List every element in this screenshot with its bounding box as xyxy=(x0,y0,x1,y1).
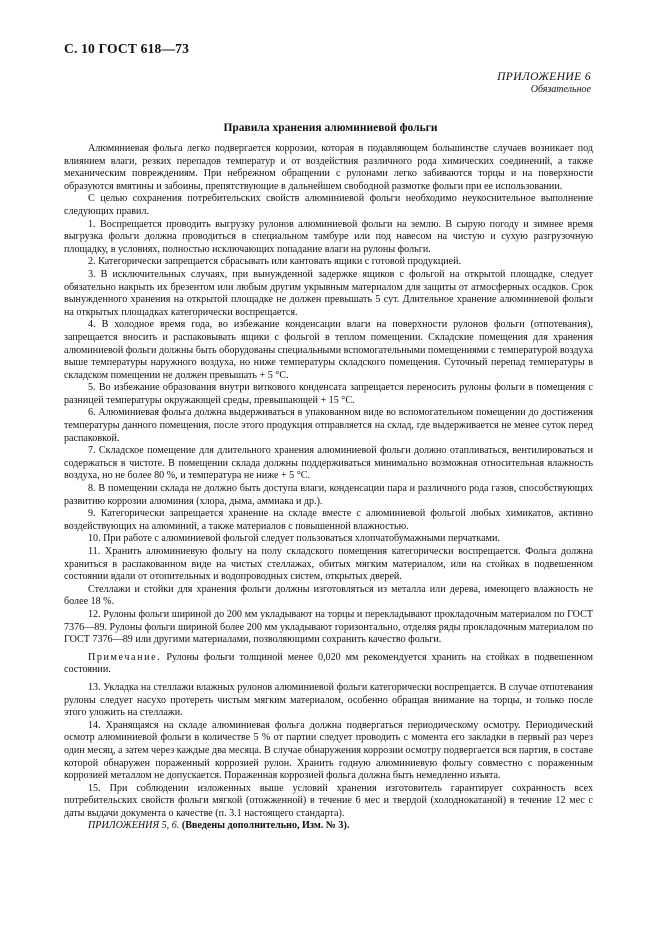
page-header: С. 10 ГОСТ 618—73 xyxy=(64,41,190,56)
rule-paragraph: 11. Хранить алюминиевую фольгу на полу складского помещения категорически воспрещается. Фольга должна храниться в распакованном виде на чистых стеллажах, обитых мягким материалом, или на стойках в подвешенном состоянии вдали от отопительных и водопроводных систем, открытых дверей. xyxy=(64,546,593,583)
rule-paragraph: 7. Складское помещение для длительного хранения алюминиевой фольги должно отапливаться, вентилироваться и содержаться в чистоте. В помещении склада должны поддерживаться минимально возможная относительная влажность воздуха, но не более 80 %, и температура не ниже + 5 °С. xyxy=(64,445,593,482)
rule-paragraph: 13. Укладка на стеллажи влажных рулонов алюминиевой фольги категорически воспрещается. В случае отпотевания рулоны следует насухо протереть чистым мягким материалом, особенно обращая внимание на торцы, и только после этого уложить на стеллажи. xyxy=(64,681,593,719)
note-paragraph xyxy=(64,652,593,677)
note-text: Рулоны фольги толщиной менее 0,020 мм рекомендуется хранить на стойках в подвешенном состоянии. xyxy=(64,651,593,676)
rule-paragraph: 12. Рулоны фольги шириной до 200 мм укладывают на торцы и перекладывают прокладочным материалом по ГОСТ 7376—89. Рулоны фольги шириной более 200 мм укладывают горизонтально, отделяя ряды прокладочным материалом по ГОСТ 7376—89 или другими материалами, позволяющими сохранить качество фольги. xyxy=(64,608,593,646)
rule-paragraph: 4. В холодное время года, во избежание конденсации влаги на поверхности рулонов фольги (отпотевания), запрещается вносить и распаковывать ящики с фольгой в теплом помещении. Складские помещения для хранения алюминиевой фольги должны быть оборудованы специальными вспомогательными помещениями с температурой воздуха выше температуры наружного воздуха, но ниже температуры складского помещения. Суточный перепад температуры в складском помещении не должен превышать + 5 °С. xyxy=(64,319,593,381)
intro-paragraph: С целью сохранения потребительских свойств алюминиевой фольги необходимо неукоснительное выполнение следующих правил. xyxy=(64,193,593,217)
note-label: Примечание. xyxy=(88,651,162,663)
rule-paragraph: Стеллажи и стойки для хранения фольги должны изготовляться из металла или дерева, имеющего влажность не более 18 %. xyxy=(64,583,593,608)
rule-paragraph: 9. Категорически запрещается хранение на складе вместе с алюминиевой фольгой любых химикатов, активно воздействующих на алюминий, а также материалов с повышенной влажностью. xyxy=(64,508,593,532)
rule-paragraph: 6. Алюминиевая фольга должна выдерживаться в упакованном виде во вспомогательном помещении до достижения температуры данного помещения, после этого продукция отправляется на склад, где выдерживается не менее суток перед распаковкой. xyxy=(64,407,593,444)
appendix-number: ПРИЛОЖЕНИЕ 6 xyxy=(497,71,591,83)
appendix-label-block xyxy=(497,71,591,95)
rule-paragraph: 1. Воспрещается проводить выгрузку рулонов алюминиевой фольги на землю. В сырую погоду и зимнее время выгрузка фольги должна проводиться в специальном тамбуре или под навесом на чистую и сухую разгрузочную площадку, в условиях, полностью исключающих попадание влаги на рулоны фольги. xyxy=(64,218,593,255)
rule-paragraph: 3. В исключительных случаях, при вынужденной задержке ящиков с фольгой на открытой площадке, следует обязательно накрыть их брезентом или любым другим укрывным материалом для защиты от атмосферных осадков. Срок вынужденного хранения на открытой площадке не должен превышать 5 сут. Длительное хранение алюминиевой фольги на открытых площадках категорически воспрещается. xyxy=(64,268,593,318)
appendix-status: Обязательное xyxy=(530,84,591,95)
rule-paragraph: 10. При работе с алюминиевой фольгой следует пользоваться хлопчатобумажными перчатками. xyxy=(88,533,500,545)
closing-appendices: ПРИЛОЖЕНИЯ 5, 6. xyxy=(88,820,180,832)
rule-paragraph: 5. Во избежание образования внутри виткового конденсата запрещается переносить рулоны фольги в помещения с разницей температуры окружающей среды, превышающей + 15 °С. xyxy=(64,382,593,406)
rule-paragraph: 2. Категорически запрещается сбрасывать или кантовать ящики с готовой продукцией. xyxy=(88,256,462,268)
rule-paragraph: 14. Хранящаяся на складе алюминиевая фольга должна подвергаться периодическому осмотру. Периодический осмотр алюминиевой фольги в количестве 5 % от партии следует проводить с момента его закладки в первый раз через один месяц, а затем через каждые два месяца. В случае обнаружения коррозии осмотру подвергается вся партия, в составе которой обнаружен пораженный коррозией рулон. Хранить годную алюминиевую фольгу совместно с пораженным коррозией металлом не допускается. Пораженная коррозией фольга должна быть немедленно изъята. xyxy=(64,719,593,782)
rule-paragraph: 8. В помещении склада не должно быть доступа влаги, конденсации пара и различного рода газов, способствующих развитию коррозии алюминия (хлора, дыма, аммиака и др.). xyxy=(64,483,593,507)
closing-amendment: (Введены дополнительно, Изм. № 3). xyxy=(179,820,350,832)
intro-paragraph: Алюминиевая фольга легко подвергается коррозии, которая в подавляющем большинстве случаев возникает под влиянием влаги, резких перепадов температур и от воздействия различного рода химических соединений, а также механическим повреждениям. При небрежном обращении с рулонами легко забиваются торцы и на поверхности образуются вмятины и забоины, препятствующие в дальнейшем свободной размотке фольги при ее использовании. xyxy=(64,143,593,192)
section-title: Правила хранения алюминиевой фольги xyxy=(223,122,438,134)
rule-paragraph: 15. При соблюдении изложенных выше условий хранения изготовитель гарантирует сохранность всех потребительских свойств фольги мягкой (отожженной) в течение 6 мес и твердой (холоднокатаной) в течение 12 мес с даты выдачи документа о качестве (п. 3.1 настоящего стандарта). xyxy=(64,782,593,819)
document-body xyxy=(64,143,593,833)
closing-note xyxy=(64,820,593,833)
